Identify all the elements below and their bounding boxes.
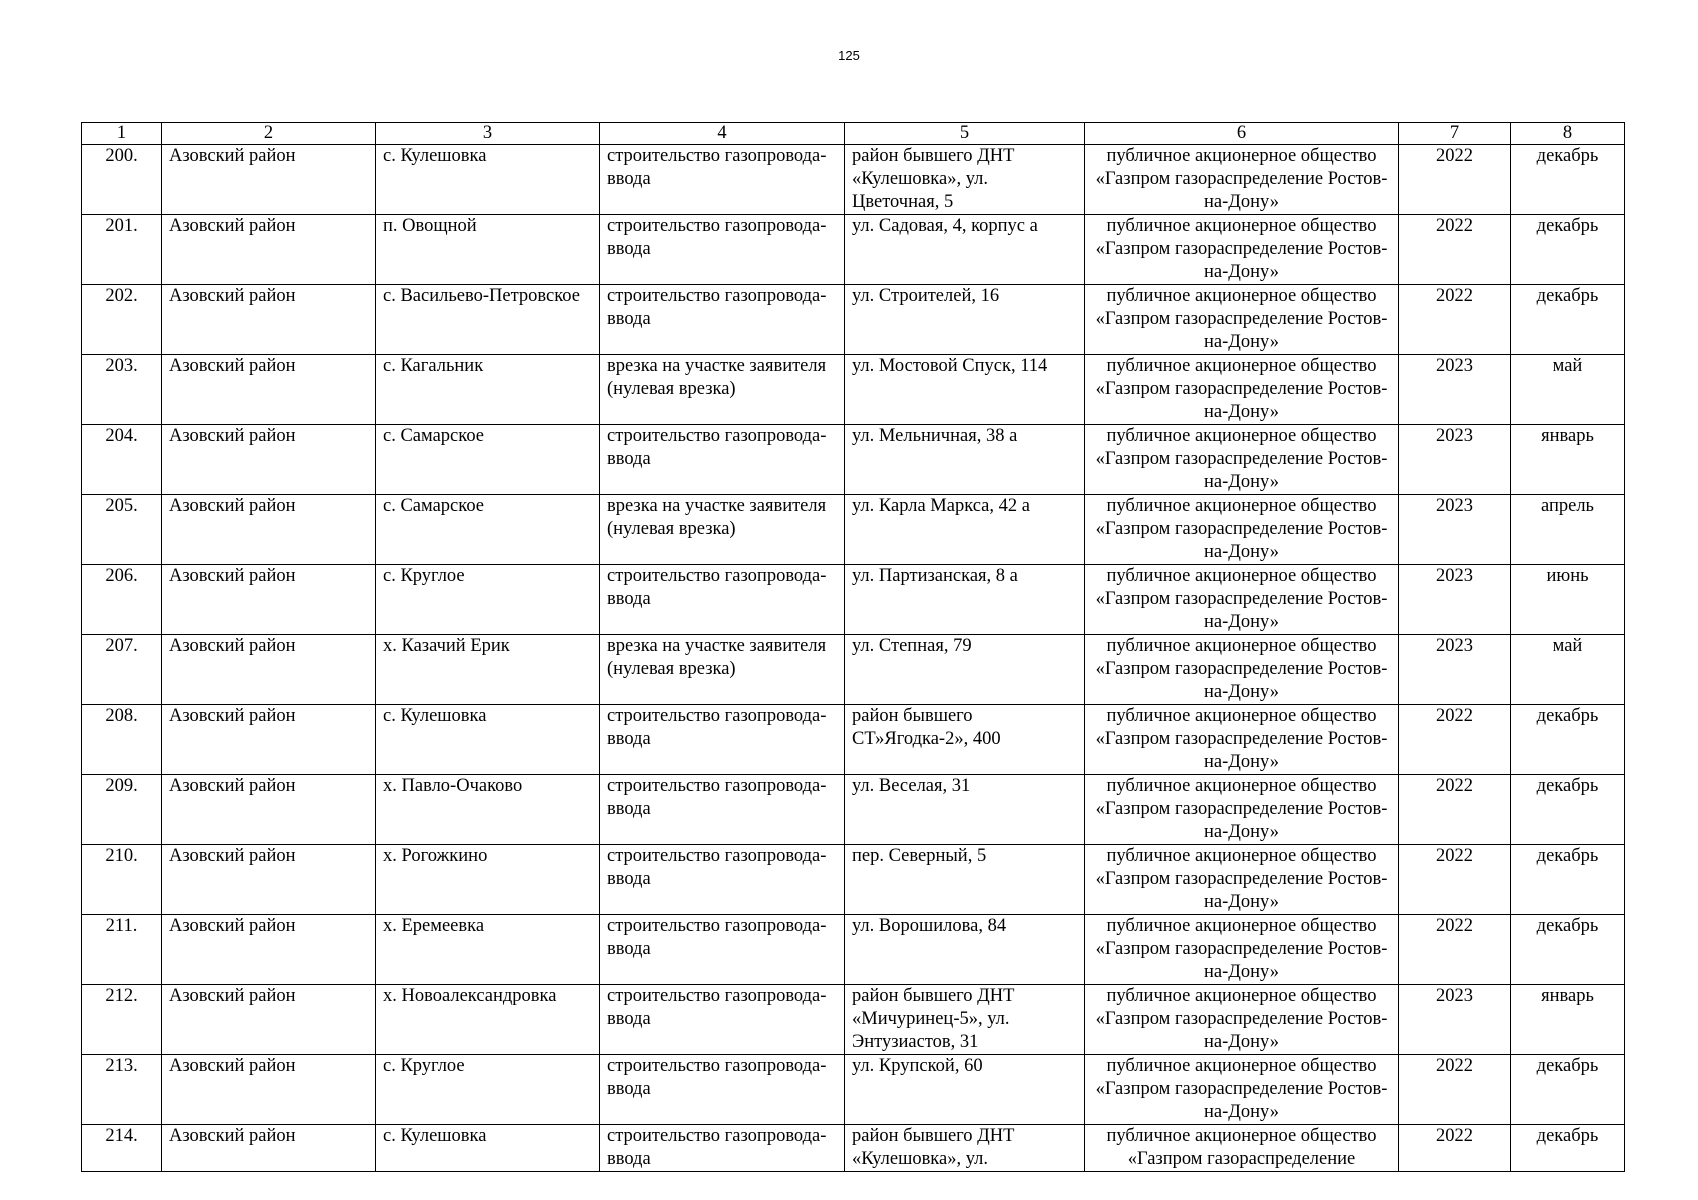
cell-settlement: с. Кулешовка [376,145,600,215]
cell-address: район бывшего ДНТ «Мичуринец-5», ул. Энтузиастов, 31 [845,985,1085,1055]
cell-address: ул. Ворошилова, 84 [845,915,1085,985]
cell-year: 2023 [1399,425,1511,495]
cell-month: декабрь [1511,915,1625,985]
cell-work-type: строительство газопровода-ввода [600,1125,845,1172]
cell-district: Азовский район [162,355,376,425]
table-body [82,145,1625,1172]
header-cell-5: 5 [845,123,1085,145]
cell-organization: публичное акционерное общество «Газпром газораспределение Ростов-на-Дону» [1085,145,1399,215]
cell-month: декабрь [1511,145,1625,215]
cell-settlement: х. Рогожкино [376,845,600,915]
cell-year: 2022 [1399,705,1511,775]
cell-district: Азовский район [162,425,376,495]
cell-row-number: 205. [82,495,162,565]
header-row [82,123,1625,145]
cell-address: ул. Веселая, 31 [845,775,1085,845]
cell-district: Азовский район [162,285,376,355]
cell-address: район бывшего ДНТ «Кулешовка», ул. Цветочная, 5 [845,145,1085,215]
cell-settlement: с. Васильево-Петровское [376,285,600,355]
table-row [82,145,1625,215]
cell-address: район бывшего ДНТ «Кулешовка», ул. [845,1125,1085,1172]
cell-year: 2023 [1399,635,1511,705]
cell-row-number: 201. [82,215,162,285]
cell-work-type: строительство газопровода-ввода [600,915,845,985]
table-header [82,123,1625,145]
cell-month: апрель [1511,495,1625,565]
cell-district: Азовский район [162,635,376,705]
cell-row-number: 200. [82,145,162,215]
cell-district: Азовский район [162,705,376,775]
cell-organization: публичное акционерное общество «Газпром газораспределение Ростов-на-Дону» [1085,285,1399,355]
cell-row-number: 206. [82,565,162,635]
cell-work-type: строительство газопровода-ввода [600,985,845,1055]
cell-district: Азовский район [162,1125,376,1172]
gas-connection-table [81,122,1625,1172]
cell-work-type: строительство газопровода-ввода [600,565,845,635]
cell-address: ул. Карла Маркса, 42 а [845,495,1085,565]
cell-work-type: строительство газопровода-ввода [600,845,845,915]
cell-organization: публичное акционерное общество «Газпром газораспределение Ростов-на-Дону» [1085,215,1399,285]
cell-month: декабрь [1511,1055,1625,1125]
cell-work-type: строительство газопровода-ввода [600,215,845,285]
cell-month: декабрь [1511,775,1625,845]
cell-row-number: 212. [82,985,162,1055]
cell-work-type: врезка на участке заявителя (нулевая врезка) [600,635,845,705]
cell-settlement: с. Кулешовка [376,1125,600,1172]
cell-row-number: 202. [82,285,162,355]
cell-address: ул. Степная, 79 [845,635,1085,705]
header-cell-8: 8 [1511,123,1625,145]
cell-address: ул. Строителей, 16 [845,285,1085,355]
header-cell-3: 3 [376,123,600,145]
cell-work-type: строительство газопровода-ввода [600,425,845,495]
table-row [82,215,1625,285]
cell-district: Азовский район [162,845,376,915]
page-number: 125 [838,48,860,63]
cell-district: Азовский район [162,1055,376,1125]
cell-organization: публичное акционерное общество «Газпром газораспределение Ростов-на-Дону» [1085,775,1399,845]
cell-month: январь [1511,425,1625,495]
cell-year: 2023 [1399,565,1511,635]
cell-year: 2022 [1399,145,1511,215]
cell-work-type: строительство газопровода-ввода [600,145,845,215]
cell-work-type: строительство газопровода-ввода [600,705,845,775]
cell-month: июнь [1511,565,1625,635]
cell-district: Азовский район [162,215,376,285]
cell-address: район бывшего СТ»Ягодка-2», 400 [845,705,1085,775]
cell-organization: публичное акционерное общество «Газпром газораспределение Ростов-на-Дону» [1085,355,1399,425]
cell-settlement: х. Еремеевка [376,915,600,985]
cell-district: Азовский район [162,775,376,845]
header-cell-1: 1 [82,123,162,145]
cell-organization: публичное акционерное общество «Газпром газораспределение Ростов-на-Дону» [1085,565,1399,635]
cell-year: 2023 [1399,985,1511,1055]
table-row [82,355,1625,425]
cell-address: ул. Крупской, 60 [845,1055,1085,1125]
cell-organization: публичное акционерное общество «Газпром газораспределение Ростов-на-Дону» [1085,705,1399,775]
cell-address: ул. Мостовой Спуск, 114 [845,355,1085,425]
cell-month: май [1511,355,1625,425]
table-row [82,1055,1625,1125]
header-cell-7: 7 [1399,123,1511,145]
cell-row-number: 210. [82,845,162,915]
cell-year: 2022 [1399,915,1511,985]
cell-organization: публичное акционерное общество «Газпром газораспределение Ростов-на-Дону» [1085,635,1399,705]
cell-work-type: врезка на участке заявителя (нулевая врезка) [600,495,845,565]
cell-settlement: п. Овощной [376,215,600,285]
cell-year: 2022 [1399,775,1511,845]
cell-year: 2022 [1399,215,1511,285]
cell-organization: публичное акционерное общество «Газпром газораспределение [1085,1125,1399,1172]
table-row [82,915,1625,985]
cell-settlement: с. Кулешовка [376,705,600,775]
table-row [82,425,1625,495]
cell-month: декабрь [1511,215,1625,285]
cell-year: 2023 [1399,355,1511,425]
cell-month: декабрь [1511,845,1625,915]
cell-organization: публичное акционерное общество «Газпром газораспределение Ростов-на-Дону» [1085,845,1399,915]
table-row [82,845,1625,915]
header-cell-4: 4 [600,123,845,145]
cell-year: 2022 [1399,1055,1511,1125]
cell-row-number: 209. [82,775,162,845]
cell-row-number: 214. [82,1125,162,1172]
cell-year: 2022 [1399,285,1511,355]
table-row [82,635,1625,705]
table-row [82,495,1625,565]
cell-row-number: 207. [82,635,162,705]
cell-month: декабрь [1511,285,1625,355]
cell-district: Азовский район [162,915,376,985]
cell-organization: публичное акционерное общество «Газпром газораспределение Ростов-на-Дону» [1085,1055,1399,1125]
table-row [82,705,1625,775]
header-cell-6: 6 [1085,123,1399,145]
cell-row-number: 213. [82,1055,162,1125]
cell-settlement: с. Круглое [376,565,600,635]
table-row [82,285,1625,355]
cell-year: 2022 [1399,845,1511,915]
cell-year: 2023 [1399,495,1511,565]
table-row [82,985,1625,1055]
cell-month: январь [1511,985,1625,1055]
cell-district: Азовский район [162,985,376,1055]
cell-address: ул. Мельничная, 38 а [845,425,1085,495]
cell-work-type: строительство газопровода-ввода [600,285,845,355]
table-row [82,565,1625,635]
cell-work-type: врезка на участке заявителя (нулевая врезка) [600,355,845,425]
cell-row-number: 208. [82,705,162,775]
cell-settlement: х. Павло-Очаково [376,775,600,845]
cell-settlement: с. Круглое [376,1055,600,1125]
cell-settlement: с. Самарское [376,425,600,495]
cell-work-type: строительство газопровода-ввода [600,1055,845,1125]
table-row [82,1125,1625,1172]
cell-settlement: с. Кагальник [376,355,600,425]
cell-organization: публичное акционерное общество «Газпром газораспределение Ростов-на-Дону» [1085,915,1399,985]
cell-month: декабрь [1511,705,1625,775]
cell-address: ул. Партизанская, 8 а [845,565,1085,635]
cell-month: май [1511,635,1625,705]
table-row [82,775,1625,845]
cell-district: Азовский район [162,145,376,215]
cell-row-number: 203. [82,355,162,425]
cell-address: ул. Садовая, 4, корпус а [845,215,1085,285]
cell-organization: публичное акционерное общество «Газпром газораспределение Ростов-на-Дону» [1085,425,1399,495]
header-cell-2: 2 [162,123,376,145]
cell-settlement: х. Казачий Ерик [376,635,600,705]
cell-organization: публичное акционерное общество «Газпром газораспределение Ростов-на-Дону» [1085,985,1399,1055]
cell-row-number: 211. [82,915,162,985]
cell-settlement: х. Новоалександровка [376,985,600,1055]
cell-district: Азовский район [162,495,376,565]
cell-year: 2022 [1399,1125,1511,1172]
cell-address: пер. Северный, 5 [845,845,1085,915]
cell-settlement: с. Самарское [376,495,600,565]
cell-month: декабрь [1511,1125,1625,1172]
cell-work-type: строительство газопровода-ввода [600,775,845,845]
cell-row-number: 204. [82,425,162,495]
cell-organization: публичное акционерное общество «Газпром газораспределение Ростов-на-Дону» [1085,495,1399,565]
cell-district: Азовский район [162,565,376,635]
